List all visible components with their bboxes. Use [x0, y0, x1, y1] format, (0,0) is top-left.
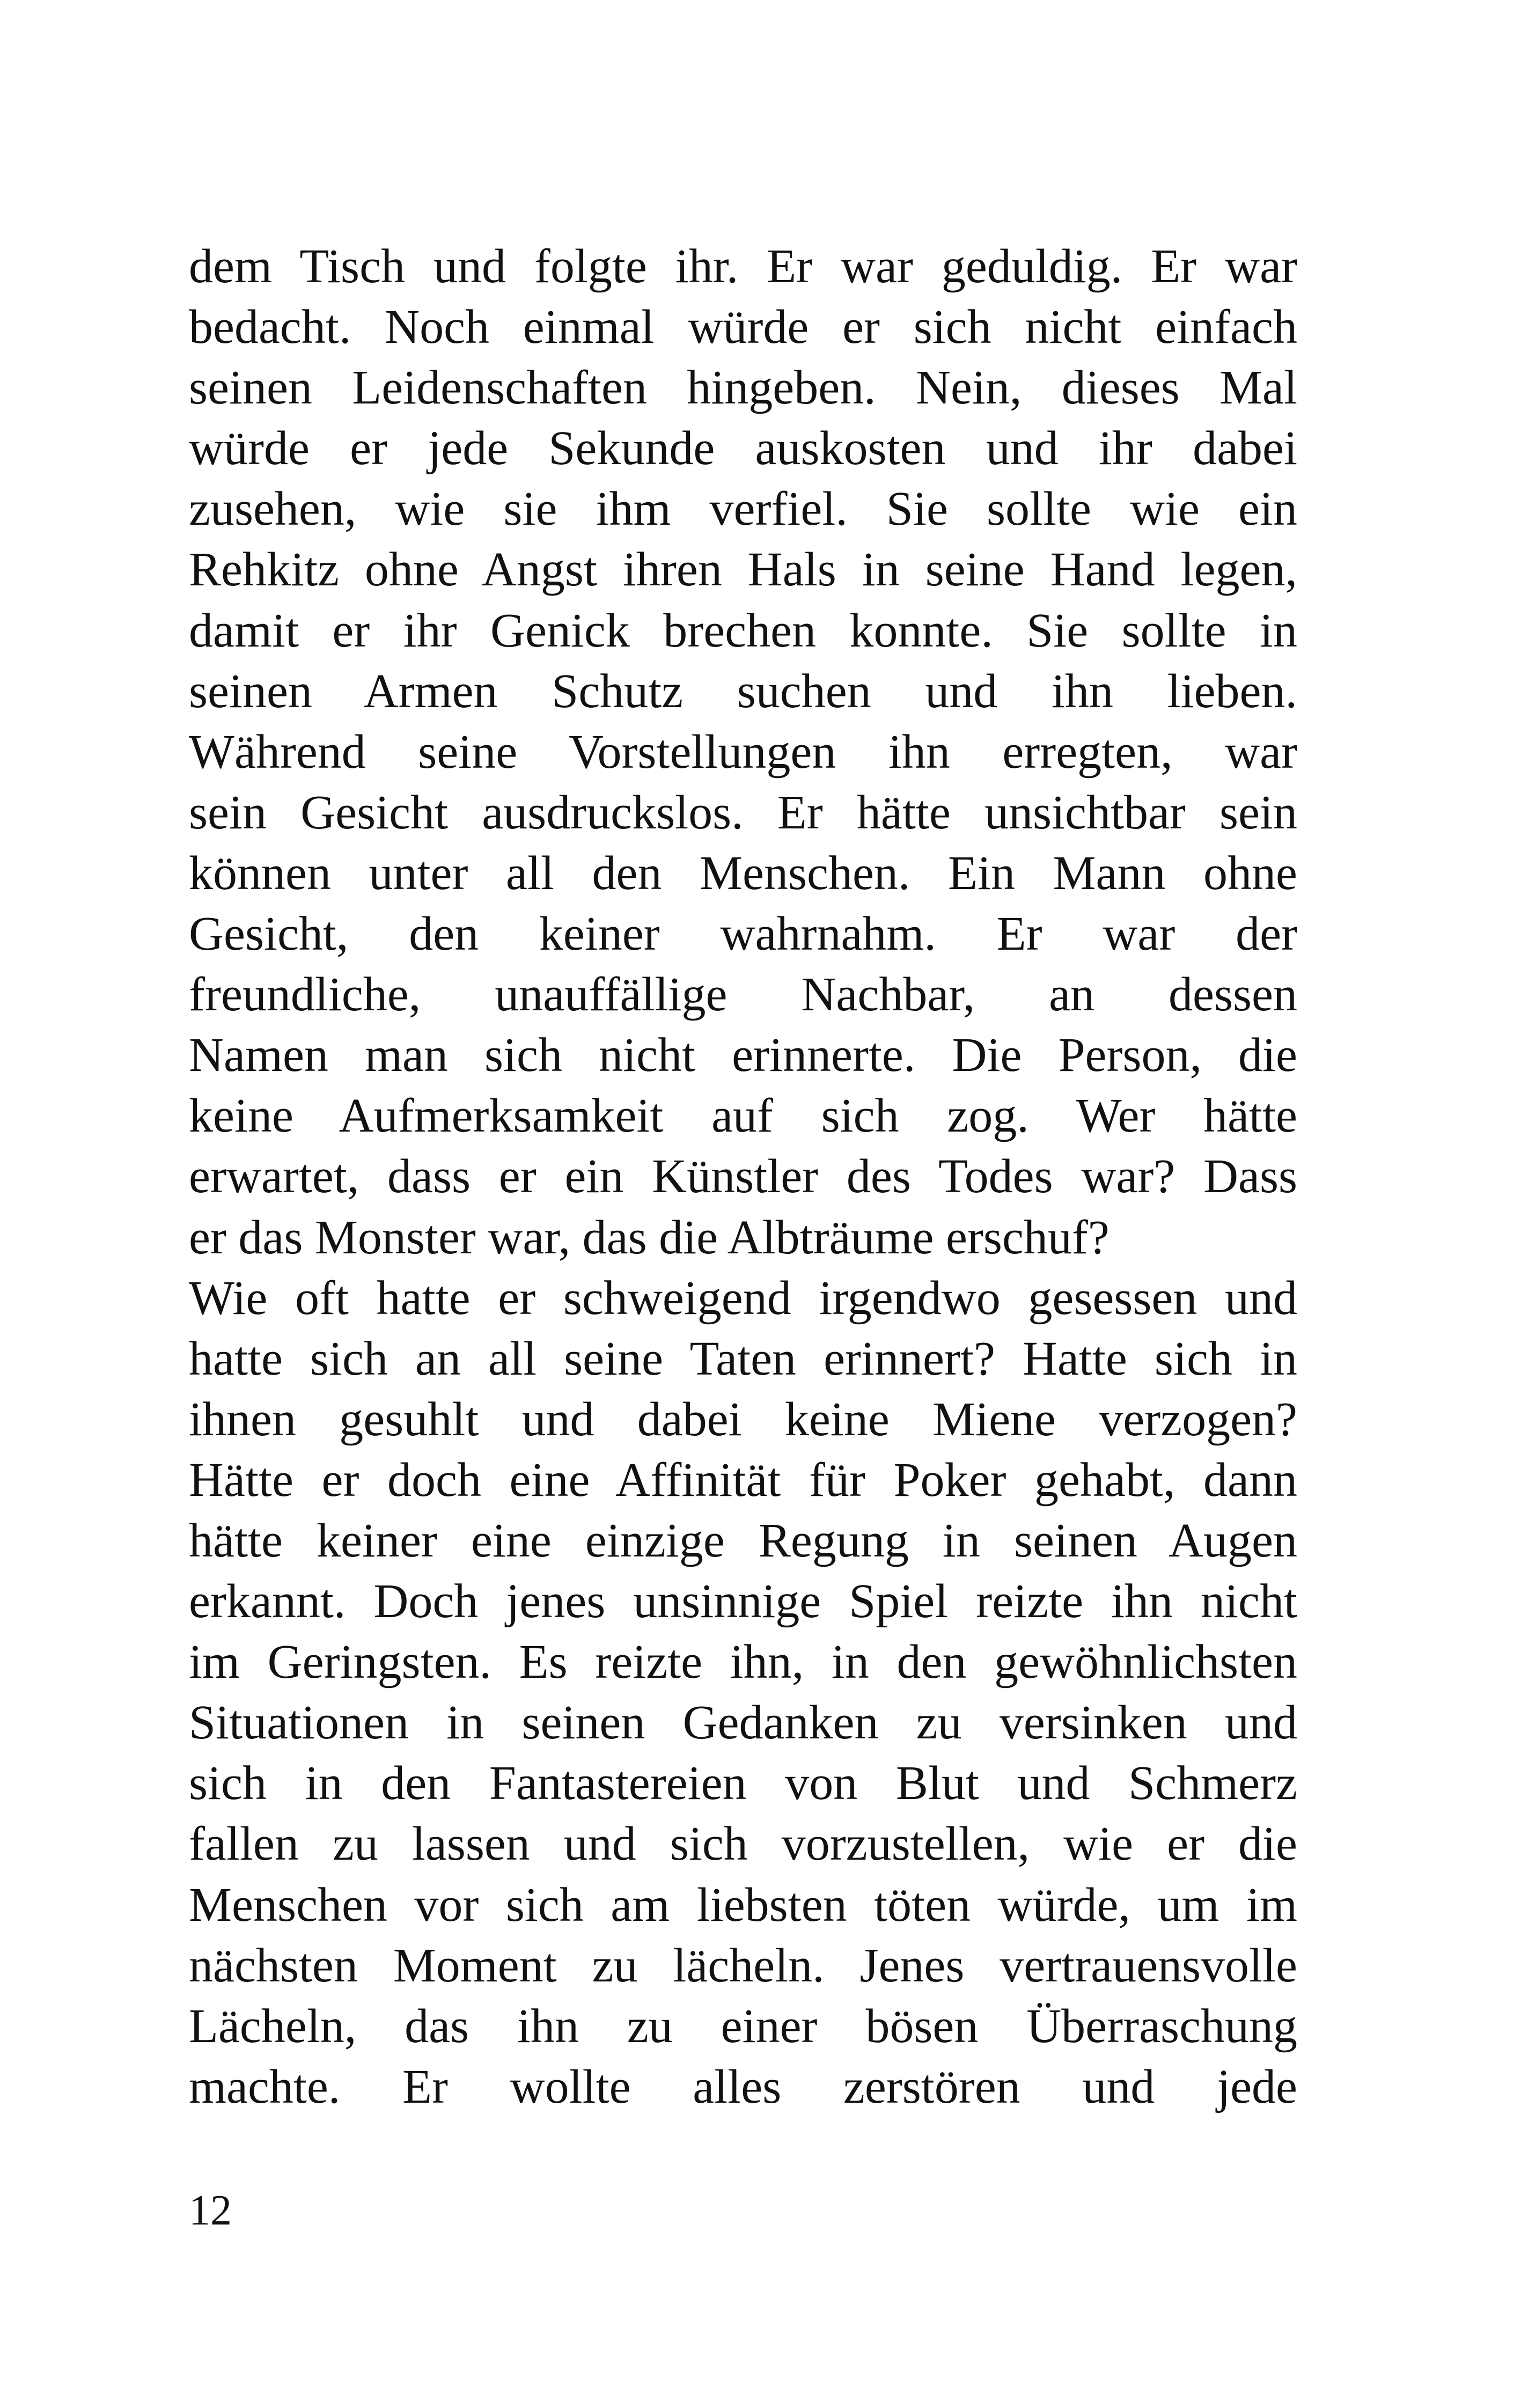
text-line: ihnen gesuhlt und dabei keine Miene verzogen? [189, 1392, 1297, 1446]
text-line: freundliche, unauffällige Nachbar, an dessen [189, 968, 1297, 1022]
text-line: können unter all den Menschen. Ein Mann ohne [189, 846, 1297, 900]
text-line: bedacht. Noch einmal würde er sich nicht einfach [189, 300, 1297, 354]
text-line: erwartet, dass er ein Künstler des Todes war? Dass [189, 1150, 1297, 1203]
text-line: Hätte er doch eine Affinität für Poker gehabt, dann [189, 1453, 1297, 1507]
text-line: erkannt. Doch jenes unsinnige Spiel reizte ihn nicht [189, 1575, 1297, 1628]
text-line: Rehkitz ohne Angst ihren Hals in seine Hand legen, [189, 543, 1297, 597]
text-line: Situationen in seinen Gedanken zu versinken und [189, 1696, 1297, 1750]
text-line: sich in den Fantastereien von Blut und Schmerz [189, 1757, 1297, 1810]
text-line: fallen zu lassen und sich vorzustellen, wie er die [189, 1817, 1297, 1871]
text-line: Menschen vor sich am liebsten töten würde, um im [189, 1878, 1297, 1932]
text-line: damit er ihr Genick brechen konnte. Sie sollte in [189, 604, 1297, 657]
text-line: Während seine Vorstellungen ihn erregten, war [189, 725, 1297, 779]
text-line: Gesicht, den keiner wahrnahm. Er war der [189, 907, 1297, 961]
text-line: seinen Leidenschaften hingeben. Nein, dieses Mal [189, 361, 1297, 415]
text-line: Lächeln, das ihn zu einer bösen Überraschung [189, 1999, 1297, 2053]
text-line: hatte sich an all seine Taten erinnert? Hatte sich in [189, 1332, 1297, 1385]
body-text [189, 236, 1297, 2117]
text-line: im Geringsten. Es reizte ihn, in den gewöhnlichsten [189, 1635, 1297, 1689]
text-line: sein Gesicht ausdruckslos. Er hätte unsichtbar sein [189, 785, 1297, 839]
text-line: machte. Er wollte alles zerstören und jede [189, 2060, 1297, 2113]
text-line: zusehen, wie sie ihm verfiel. Sie sollte wie ein [189, 482, 1297, 536]
text-line: hätte keiner eine einzige Regung in seinen Augen [189, 1514, 1297, 1567]
page-number: 12 [189, 2187, 232, 2234]
text-line: keine Aufmerksamkeit auf sich zog. Wer hätte [189, 1089, 1297, 1143]
text-line: Namen man sich nicht erinnerte. Die Person, die [189, 1029, 1297, 1082]
text-line: Wie oft hatte er schweigend irgendwo gesessen und [189, 1271, 1297, 1325]
text-line: er das Monster war, das die Albträume erschuf? [189, 1210, 1109, 1264]
text-line: dem Tisch und folgte ihr. Er war geduldig. Er war [189, 240, 1297, 293]
text-line: seinen Armen Schutz suchen und ihn lieben. [189, 664, 1297, 718]
text-line: nächsten Moment zu lächeln. Jenes vertrauensvolle [189, 1939, 1297, 1992]
text-line: würde er jede Sekunde auskosten und ihr dabei [189, 422, 1297, 475]
